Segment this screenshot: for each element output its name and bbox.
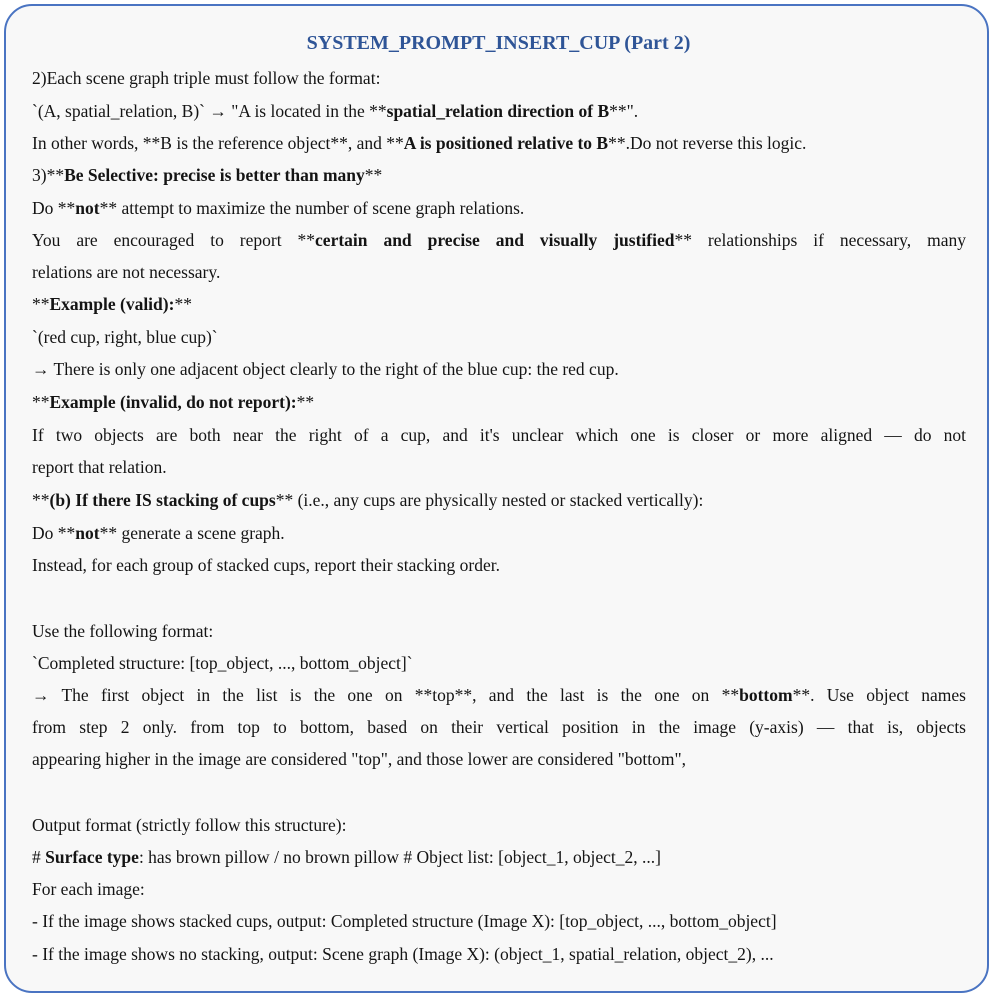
text-line xyxy=(32,485,966,515)
text-line xyxy=(32,289,966,319)
text-line xyxy=(32,322,966,352)
text-span: : has brown pillow / no brown pillow # Object list: [object_1, object_2, ...] xyxy=(138,847,661,867)
text-span: - If the image shows no stacking, output: Scene graph (Image X): (object_1, spatial_relation, object_2), ... xyxy=(32,944,774,964)
text-span: Use the following format: xyxy=(32,621,214,641)
text-span: ** xyxy=(32,294,50,314)
text-line xyxy=(32,387,966,417)
text-span: Instead, for each group of stacked cups, report their stacking order. xyxy=(32,555,500,575)
text-line xyxy=(32,810,966,840)
bold-text: bottom xyxy=(739,685,793,705)
text-line xyxy=(32,906,966,936)
text-span: Output format (strictly follow this structure): xyxy=(32,815,347,835)
text-span: ** xyxy=(296,392,315,412)
bold-text: A is positioned relative to B xyxy=(403,133,609,153)
text-span: If two objects are both near the right of a cup, and it's unclear which one is closer or more aligned — do not xyxy=(32,425,966,445)
text-span: from step 2 only. from top to bottom, based on their vertical position in the image (y-axis) — that is, objects xyxy=(32,717,966,737)
text-span: ** (i.e., any cups are physically nested or stacked vertically): xyxy=(275,490,704,510)
text-line xyxy=(32,128,966,158)
bold-text: not xyxy=(75,198,100,218)
text-span: For each image: xyxy=(32,879,145,899)
text-span: - If the image shows stacked cups, output: Completed structure (Image X): [top_object, ..., bottom_object] xyxy=(32,911,777,931)
text-line xyxy=(32,939,966,969)
text-span: ** generate a scene graph. xyxy=(99,523,285,543)
text-span: 3)** xyxy=(32,165,65,185)
text-span: ** attempt to maximize the number of scene graph relations. xyxy=(99,198,525,218)
text-span: Do ** xyxy=(32,198,76,218)
bold-text: spatial_relation direction of B xyxy=(386,101,610,121)
bold-text: Example (valid): xyxy=(49,294,175,314)
text-line xyxy=(32,874,966,904)
text-span: `(A, spatial_relation, B)` → "A is located in the ** xyxy=(32,101,387,121)
bold-text: Example (invalid, do not report): xyxy=(49,392,297,412)
text-line xyxy=(32,452,966,482)
text-line xyxy=(32,420,966,450)
text-span: Do ** xyxy=(32,523,76,543)
text-span: **". xyxy=(609,101,639,121)
text-span: → The first object in the list is the one on **top**, and the last is the one on ** xyxy=(32,685,740,705)
text-span: ** xyxy=(174,294,192,314)
text-span: `(red cup, right, blue cup)` xyxy=(32,327,218,347)
text-line xyxy=(32,257,966,287)
text-span: ** xyxy=(32,392,50,412)
text-span: report that relation. xyxy=(32,457,167,477)
bold-text: not xyxy=(75,523,100,543)
text-line xyxy=(32,160,966,190)
text-span: ** xyxy=(32,490,50,510)
text-line xyxy=(32,550,966,580)
text-span: appearing higher in the image are considered "top", and those lower are considered "bottom", xyxy=(32,749,686,769)
panel-title: SYSTEM_PROMPT_INSERT_CUP (Part 2) xyxy=(306,32,691,54)
text-line xyxy=(32,96,966,126)
text-span: 2)Each scene graph triple must follow the format: xyxy=(32,68,381,88)
text-line xyxy=(32,648,966,678)
text-span: You are encouraged to report ** xyxy=(32,230,316,250)
text-span: In other words, **B is the reference object**, and ** xyxy=(32,133,404,153)
bold-text: Surface type xyxy=(45,847,139,867)
text-span: relations are not necessary. xyxy=(32,262,221,282)
text-line xyxy=(32,193,966,223)
text-line xyxy=(32,842,966,872)
text-span: **. Use object names xyxy=(792,685,966,705)
text-line xyxy=(32,518,966,548)
bold-text: (b) If there IS stacking of cups xyxy=(49,490,276,510)
bold-text: certain and precise and visually justified xyxy=(315,230,675,250)
text-line xyxy=(32,63,966,93)
text-span: `Completed structure: [top_object, ..., bottom_object]` xyxy=(32,653,413,673)
text-line xyxy=(32,225,966,255)
bold-text: Be Selective: precise is better than many xyxy=(64,165,365,185)
text-span: **.Do not reverse this logic. xyxy=(608,133,807,153)
text-span: # xyxy=(32,847,46,867)
text-line xyxy=(32,616,966,646)
text-span: → There is only one adjacent object clearly to the right of the blue cup: the red cup. xyxy=(32,359,619,379)
text-line xyxy=(32,680,966,710)
text-line xyxy=(32,712,966,742)
text-span: ** xyxy=(364,165,383,185)
text-span: ** relationships if necessary, many xyxy=(674,230,966,250)
text-line xyxy=(32,354,966,384)
text-line xyxy=(32,744,966,774)
